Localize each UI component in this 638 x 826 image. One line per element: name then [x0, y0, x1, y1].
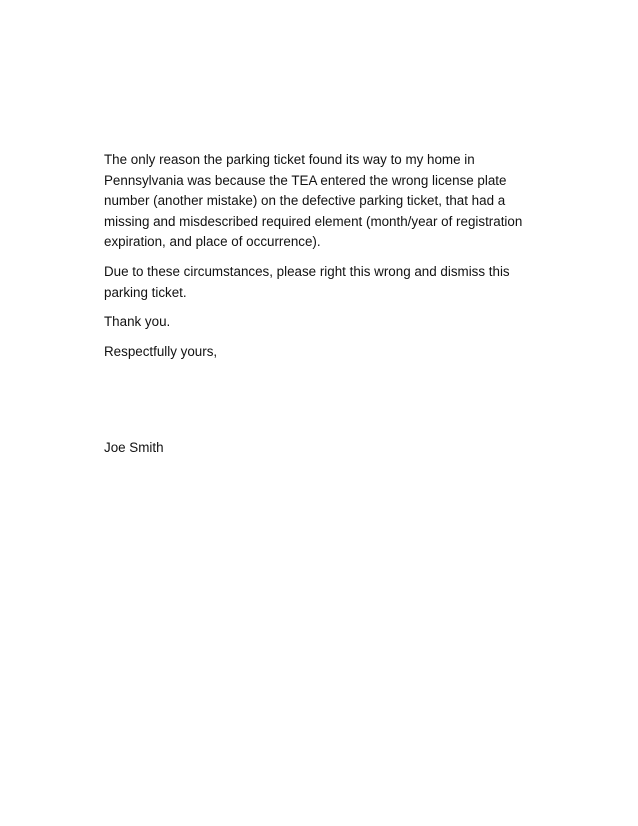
letter-body — [104, 150, 544, 459]
paragraph-thanks: Thank you. — [104, 314, 171, 330]
closing-line: Respectfully yours, — [104, 343, 218, 359]
paragraph-explanation: The only reason the parking ticket found its way to my home in Pennsylvania was because the TEA entered the wrong license plate number (another mistake) on the defective parking ticket, that had a missing and misdescribed required element (month/year of registration expiration, and place of occurrence). — [104, 152, 523, 250]
paragraph-request: Due to these circumstances, please right this wrong and dismiss this parking ticket. — [104, 263, 510, 300]
signature-name: Joe Smith — [104, 440, 164, 456]
